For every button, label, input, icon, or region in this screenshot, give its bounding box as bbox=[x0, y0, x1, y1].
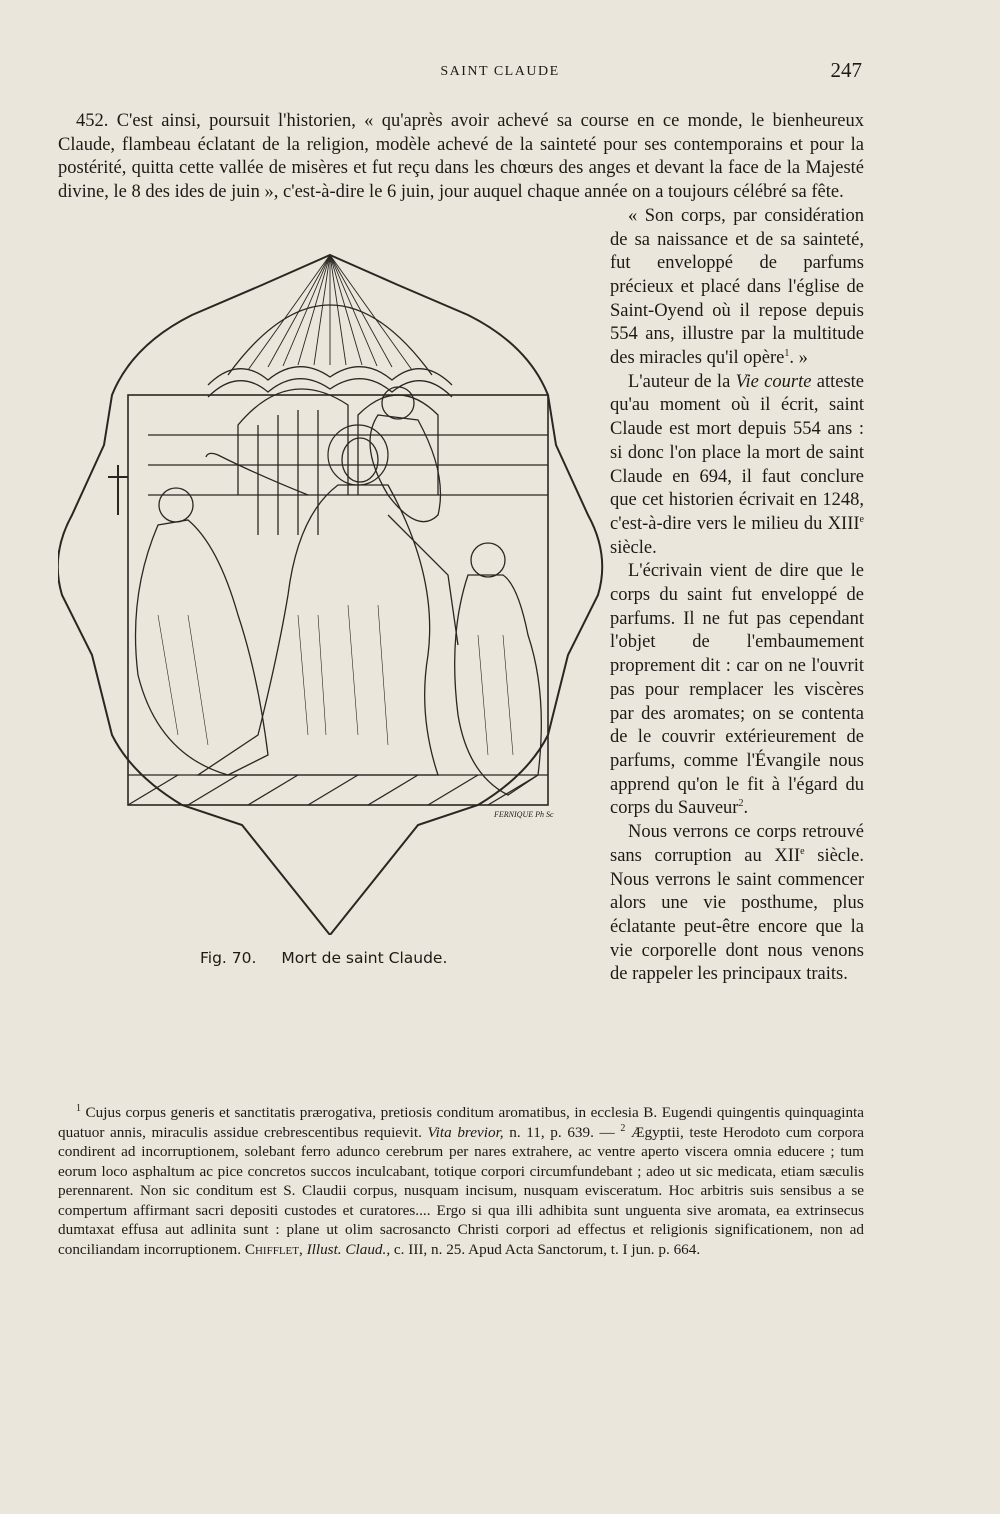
paragraph-text: . » bbox=[789, 348, 808, 369]
footnote-author: Chifflet, bbox=[244, 1240, 303, 1258]
footnote-number: 2 bbox=[620, 1122, 626, 1134]
figure-caption-text: Mort de saint Claude. bbox=[281, 948, 448, 967]
figure-70 bbox=[58, 205, 610, 973]
paragraph-text: C'est ainsi, poursuit l'historien, « qu'après avoir achevé sa course en ce monde, le bienheureux Claude, flambeau éclatant de la religion, modèle achevé de la sainteté pour ses contemporains et pour la postérité, quitta cette vallée de misères et fut reçu dans les chœurs des anges et devant la face de la Majesté divine, le 8 des ides de juin », c'est-à-dire le 6 juin, jour auquel chaque année on a toujours célébré sa fête. bbox=[58, 111, 865, 203]
footnote-text: Cujus corpus generis et sanctitatis prærogativa, pretiosis conditum aromatibus, in ecclesia B. Eugendi quingentis quinquaginta quatuor annis, miraculis assidue crebrescentibus requievit. bbox=[58, 1104, 864, 1141]
paragraph-text: siècle. bbox=[610, 537, 657, 558]
footnote-1 bbox=[58, 1103, 864, 1259]
footnote-ref-1[interactable]: 1 bbox=[784, 347, 790, 359]
page-number: 247 bbox=[830, 58, 862, 82]
footnote-number: 1 bbox=[76, 1102, 81, 1114]
superscript: e bbox=[859, 513, 864, 525]
paragraph-text: . bbox=[743, 798, 749, 819]
paragraph-text: L'écrivain vient de dire que le corps du saint fut enveloppé de parfums. Il ne fut pas cependant l'objet de l'embaumement proprement dit : car on ne l'ouvrit pas pour remplacer les viscères par des aromates; on se contenta de le couvrir extérieurement de parfums, comme l'Évangile nous apprend qu'on le fit à l'égard du corps du Sauveur bbox=[610, 561, 864, 819]
engraving-death-of-saint-claude bbox=[58, 215, 610, 935]
paragraph-452 bbox=[58, 110, 864, 205]
footnote-text: n. 11, p. 639. — bbox=[509, 1123, 615, 1141]
superscript: e bbox=[800, 845, 805, 857]
footnote-title: Illust. Claud., bbox=[306, 1240, 391, 1258]
main-text bbox=[58, 110, 864, 987]
paragraph-text: atteste qu'au moment où il écrit, saint Claude est mort depuis 554 ans : si donc l'on place la mort de saint Claude en 694, il faut conclure que cet historien écrivait en 1248, c'est-à-dire vers le milieu du XIII bbox=[610, 371, 865, 534]
figure-label: Fig. 70. bbox=[200, 948, 257, 967]
footnotes bbox=[58, 1103, 864, 1259]
footnote-ref-2[interactable]: 2 bbox=[738, 798, 744, 810]
paragraph-text: Nous verrons ce corps retrouvé sans corruption au XII bbox=[610, 822, 864, 866]
engraver-signature: FERNIQUE Ph Sc bbox=[494, 809, 554, 819]
paragraph-text: siècle. Nous verrons le saint commencer alors une vie posthume, plus éclatante peut-être encore que la vie corporelle dont nous venons de rappeler les principaux traits. bbox=[610, 845, 864, 985]
footnote-text: c. III, n. 25. Apud Acta Sanctorum, t. I jun. p. 664. bbox=[393, 1240, 701, 1258]
footnote-title: Vita brevior, bbox=[427, 1123, 504, 1141]
paragraph-text: L'auteur de la bbox=[628, 371, 731, 392]
paragraph-text: « Son corps, par considération de sa naissance et de sa sainteté, fut enveloppé de parfums précieux et placé dans l'église de Saint-Oyend où il repose depuis 554 ans, illustre par la multitude des miracles qu'il opère bbox=[610, 205, 864, 369]
figure-caption bbox=[200, 947, 447, 971]
footnote-text: Ægyptii, teste Herodoto cum corpora condirent ad incorruptionem, solebant ferro adunco cerebrum per nares extrahere, ac ventre aperto viscera omnia educere ; tum eorum loco asphaltum ac pice concretos succos inculcabant, totique corpori circumfundebant ; adeo ut sic medicata, etiam sæculis perennarent. Non sic conditum est S. Claudii corpus, nusquam incisum, nusquam evisceratum. Hoc arbitris suis sensibus a se compertum affirmant sacri depositi custodes et curatores.... Ergo si qua illi adhibita sunt unguenta sive aromata, ea extrinsecus dumtaxat effusa aut adlinita sunt : plane ut olim sacrosancto Christi corpori ad effectus et religionis significationem, non ad conciliandam incorruptionem. bbox=[58, 1123, 865, 1258]
book-title: Vie courte bbox=[735, 371, 812, 392]
paragraph-number: 452. bbox=[76, 111, 109, 131]
running-title: SAINT CLAUDE bbox=[440, 64, 560, 79]
